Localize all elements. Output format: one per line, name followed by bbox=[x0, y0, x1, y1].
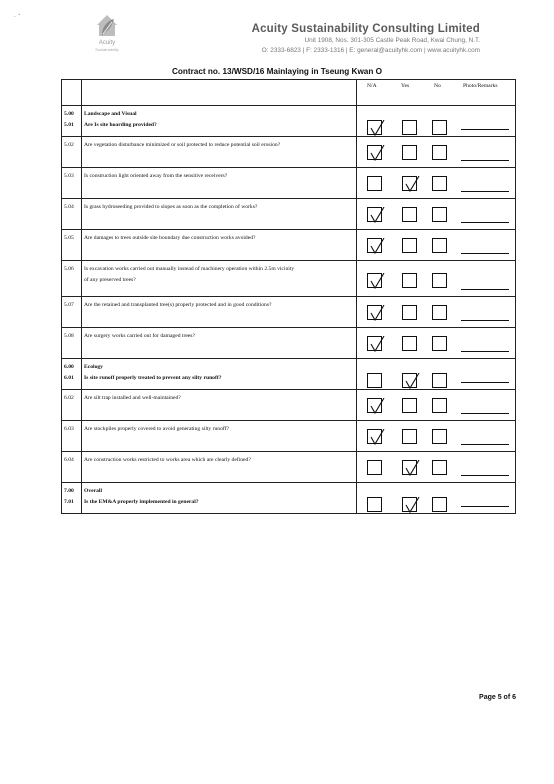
remarks-line[interactable] bbox=[461, 253, 509, 254]
checkbox-yes[interactable] bbox=[402, 398, 417, 413]
checkbox-yes[interactable] bbox=[402, 497, 417, 512]
question-cell bbox=[82, 452, 357, 483]
checkbox-no[interactable] bbox=[432, 336, 447, 351]
question-text: Are stockpiles properly covered to avoid generating silty runoff? bbox=[84, 426, 229, 432]
checkbox-na[interactable] bbox=[367, 207, 382, 222]
checkmark-icon bbox=[404, 176, 421, 193]
checklist-row bbox=[62, 390, 516, 421]
item-number-cell bbox=[62, 106, 82, 137]
checkbox-no[interactable] bbox=[432, 145, 447, 160]
checkbox-yes[interactable] bbox=[402, 207, 417, 222]
checklist-row bbox=[62, 230, 516, 261]
checkbox-no[interactable] bbox=[432, 273, 447, 288]
checkbox-no[interactable] bbox=[432, 460, 447, 475]
question-text: Are vegetation disturbance minimized or soil protected to reduce potential soil erosion? bbox=[84, 142, 281, 148]
checkbox-yes[interactable] bbox=[402, 176, 417, 191]
checkbox-na[interactable] bbox=[367, 176, 382, 191]
answer-cell bbox=[357, 483, 516, 514]
question-text: Are construction works restricted to works area which are clearly defined? bbox=[84, 457, 251, 463]
checklist-row bbox=[62, 328, 516, 359]
question-text: Are surgery works carried out for damaged trees? bbox=[84, 333, 195, 339]
question-cell bbox=[82, 297, 357, 328]
checkbox-yes[interactable] bbox=[402, 273, 417, 288]
leaf-house-icon bbox=[94, 12, 120, 40]
item-number: 6.04 bbox=[64, 457, 74, 463]
logo-subtitle: Sustainability bbox=[95, 47, 119, 52]
item-number-cell bbox=[62, 483, 82, 514]
question-cell bbox=[82, 328, 357, 359]
answer-cell bbox=[357, 452, 516, 483]
checkbox-na[interactable] bbox=[367, 120, 382, 135]
remarks-line[interactable] bbox=[461, 444, 509, 445]
logo-name: Acuity bbox=[98, 40, 116, 46]
checkbox-na[interactable] bbox=[367, 273, 382, 288]
item-number: 5.01 bbox=[64, 122, 74, 128]
item-number: 5.03 bbox=[64, 173, 74, 179]
checkbox-na[interactable] bbox=[367, 145, 382, 160]
question-text: Are Is site hoarding provided? bbox=[84, 122, 157, 128]
question-cell bbox=[82, 421, 357, 452]
column-headers bbox=[357, 80, 516, 106]
checkbox-na[interactable] bbox=[367, 238, 382, 253]
checkbox-no[interactable] bbox=[432, 305, 447, 320]
col-yes-header: Yes bbox=[401, 83, 410, 89]
item-number: 7.01 bbox=[64, 499, 74, 505]
answer-cell bbox=[357, 297, 516, 328]
company-header bbox=[252, 22, 480, 56]
checkmark-icon bbox=[404, 373, 421, 390]
decor-marks: · ˇ bbox=[14, 14, 21, 21]
item-number: 5.06 bbox=[64, 266, 74, 272]
item-number: 5.05 bbox=[64, 235, 74, 241]
answer-cell bbox=[357, 168, 516, 199]
page-number: Page 5 of 6 bbox=[479, 694, 516, 701]
checklist-row bbox=[62, 452, 516, 483]
contract-title: Contract no. 13/WSD/16 Mainlaying in Tseung Kwan O bbox=[171, 67, 383, 76]
checklist-row bbox=[62, 137, 516, 168]
checkbox-no[interactable] bbox=[432, 398, 447, 413]
section-number: 7.00 bbox=[64, 488, 74, 494]
answer-cell bbox=[357, 230, 516, 261]
item-number-cell bbox=[62, 137, 82, 168]
checklist-row bbox=[62, 199, 516, 230]
question-text: Is grass hydroseeding provided to slopes as soon as the completion of works? bbox=[84, 204, 258, 210]
checkmark-icon bbox=[369, 305, 386, 322]
checkbox-no[interactable] bbox=[432, 207, 447, 222]
checklist-row bbox=[62, 106, 516, 137]
question-text: Are silt trap installed and well-maintained? bbox=[84, 395, 181, 401]
answer-cell bbox=[357, 106, 516, 137]
question-text: Are the retained and transplanted tree(s) properly protected and in good conditions? bbox=[84, 302, 272, 308]
item-number-cell bbox=[62, 230, 82, 261]
answer-cell bbox=[357, 359, 516, 390]
checkbox-na[interactable] bbox=[367, 336, 382, 351]
checkbox-yes[interactable] bbox=[402, 460, 417, 475]
section-title: Overall bbox=[84, 488, 103, 494]
checkmark-icon bbox=[369, 238, 386, 255]
checklist-row bbox=[62, 483, 516, 514]
checkbox-no[interactable] bbox=[432, 373, 447, 388]
question-cell bbox=[82, 483, 357, 514]
checkbox-yes[interactable] bbox=[402, 373, 417, 388]
question-cell bbox=[82, 230, 357, 261]
answer-cell bbox=[357, 421, 516, 452]
question-cell bbox=[82, 106, 357, 137]
question-cell bbox=[82, 261, 357, 297]
item-number-cell bbox=[62, 421, 82, 452]
checkmark-icon bbox=[369, 145, 386, 162]
checkbox-na[interactable] bbox=[367, 305, 382, 320]
question-text: Is excavation works carried out manually instead of machinery operation within 2.5m vicinity bbox=[84, 266, 295, 272]
question-cell bbox=[82, 390, 357, 421]
answer-cell bbox=[357, 390, 516, 421]
remarks-line[interactable] bbox=[461, 351, 509, 352]
item-number: 5.07 bbox=[64, 302, 74, 308]
remarks-line[interactable] bbox=[461, 129, 509, 130]
checkbox-yes[interactable] bbox=[402, 336, 417, 351]
checkbox-na[interactable] bbox=[367, 429, 382, 444]
checkbox-no[interactable] bbox=[432, 176, 447, 191]
checklist-row bbox=[62, 297, 516, 328]
section-number: 5.00 bbox=[64, 111, 74, 117]
item-number-cell bbox=[62, 199, 82, 230]
checkbox-no[interactable] bbox=[432, 497, 447, 512]
answer-cell bbox=[357, 261, 516, 297]
question-text: Are damages to trees outside site boundary due construction works avoided? bbox=[84, 235, 256, 241]
checkmark-icon bbox=[369, 120, 386, 137]
question-cell bbox=[82, 168, 357, 199]
item-number-cell bbox=[62, 390, 82, 421]
item-number: 5.02 bbox=[64, 142, 74, 148]
remarks-line[interactable] bbox=[461, 413, 509, 414]
checkmark-icon bbox=[404, 497, 421, 514]
remarks-line[interactable] bbox=[461, 222, 509, 223]
section-title: Ecology bbox=[84, 364, 103, 370]
item-number: 5.08 bbox=[64, 333, 74, 339]
checkmark-icon bbox=[369, 273, 386, 290]
section-title: Landscape and Visual bbox=[84, 111, 137, 117]
remarks-line[interactable] bbox=[461, 289, 509, 290]
checkmark-icon bbox=[404, 460, 421, 477]
item-number: 5.04 bbox=[64, 204, 74, 210]
checklist-table bbox=[61, 79, 516, 514]
item-number: 6.02 bbox=[64, 395, 74, 401]
answer-cell bbox=[357, 137, 516, 168]
question-text: Is site runoff properly treated to prevent any silty runoff? bbox=[84, 375, 222, 381]
col-no-header: No bbox=[434, 83, 441, 89]
checklist-row bbox=[62, 421, 516, 452]
checklist-row bbox=[62, 261, 516, 297]
column-header-row bbox=[62, 80, 516, 106]
checkbox-no[interactable] bbox=[432, 120, 447, 135]
checkbox-yes[interactable] bbox=[402, 429, 417, 444]
checkbox-na[interactable] bbox=[367, 373, 382, 388]
company-name: Acuity Sustainability Consulting Limited bbox=[251, 23, 480, 35]
checkbox-no[interactable] bbox=[432, 429, 447, 444]
company-logo bbox=[85, 12, 129, 60]
item-number-cell bbox=[62, 297, 82, 328]
col-remarks-header: Photo/Remarks bbox=[463, 83, 498, 89]
checkmark-icon bbox=[369, 398, 386, 415]
remarks-line[interactable] bbox=[461, 382, 509, 383]
checkbox-na[interactable] bbox=[367, 460, 382, 475]
checklist-row bbox=[62, 168, 516, 199]
checkmark-icon bbox=[369, 207, 386, 224]
question-cell bbox=[82, 199, 357, 230]
checkmark-icon bbox=[369, 429, 386, 446]
checkbox-yes[interactable] bbox=[402, 120, 417, 135]
item-number-cell bbox=[62, 359, 82, 390]
item-number-cell bbox=[62, 168, 82, 199]
item-number-cell bbox=[62, 452, 82, 483]
remarks-line[interactable] bbox=[461, 191, 509, 192]
item-number: 6.03 bbox=[64, 426, 74, 432]
answer-cell bbox=[357, 199, 516, 230]
question-cell bbox=[82, 137, 357, 168]
remarks-line[interactable] bbox=[461, 475, 509, 476]
checkmark-icon bbox=[369, 336, 386, 353]
remarks-line[interactable] bbox=[461, 506, 509, 507]
question-text: of any preserved trees? bbox=[84, 277, 136, 283]
checkbox-no[interactable] bbox=[432, 238, 447, 253]
col-na-header: N/A bbox=[367, 83, 377, 89]
remarks-line[interactable] bbox=[461, 320, 509, 321]
checkbox-yes[interactable] bbox=[402, 238, 417, 253]
item-number-cell bbox=[62, 261, 82, 297]
checkbox-yes[interactable] bbox=[402, 305, 417, 320]
question-text: Is construction light oriented away from the sensitive receivers? bbox=[84, 173, 228, 179]
checklist-row bbox=[62, 359, 516, 390]
checkbox-na[interactable] bbox=[367, 398, 382, 413]
answer-cell bbox=[357, 328, 516, 359]
section-number: 6.00 bbox=[64, 364, 74, 370]
remarks-line[interactable] bbox=[461, 160, 509, 161]
company-address: Unit 1908, Nos. 301-305 Castle Peak Road, Kwai Chung, N.T. bbox=[304, 37, 480, 44]
checkbox-na[interactable] bbox=[367, 497, 382, 512]
checkbox-yes[interactable] bbox=[402, 145, 417, 160]
question-cell bbox=[82, 359, 357, 390]
item-number-cell bbox=[62, 328, 82, 359]
company-contact: O: 2333-6823 | F: 2333-1316 | E: general@acuityhk.com | www.acuityhk.com bbox=[261, 47, 480, 54]
question-text: Is the EM&A properly implemented in general? bbox=[84, 499, 199, 505]
item-number: 6.01 bbox=[64, 375, 74, 381]
